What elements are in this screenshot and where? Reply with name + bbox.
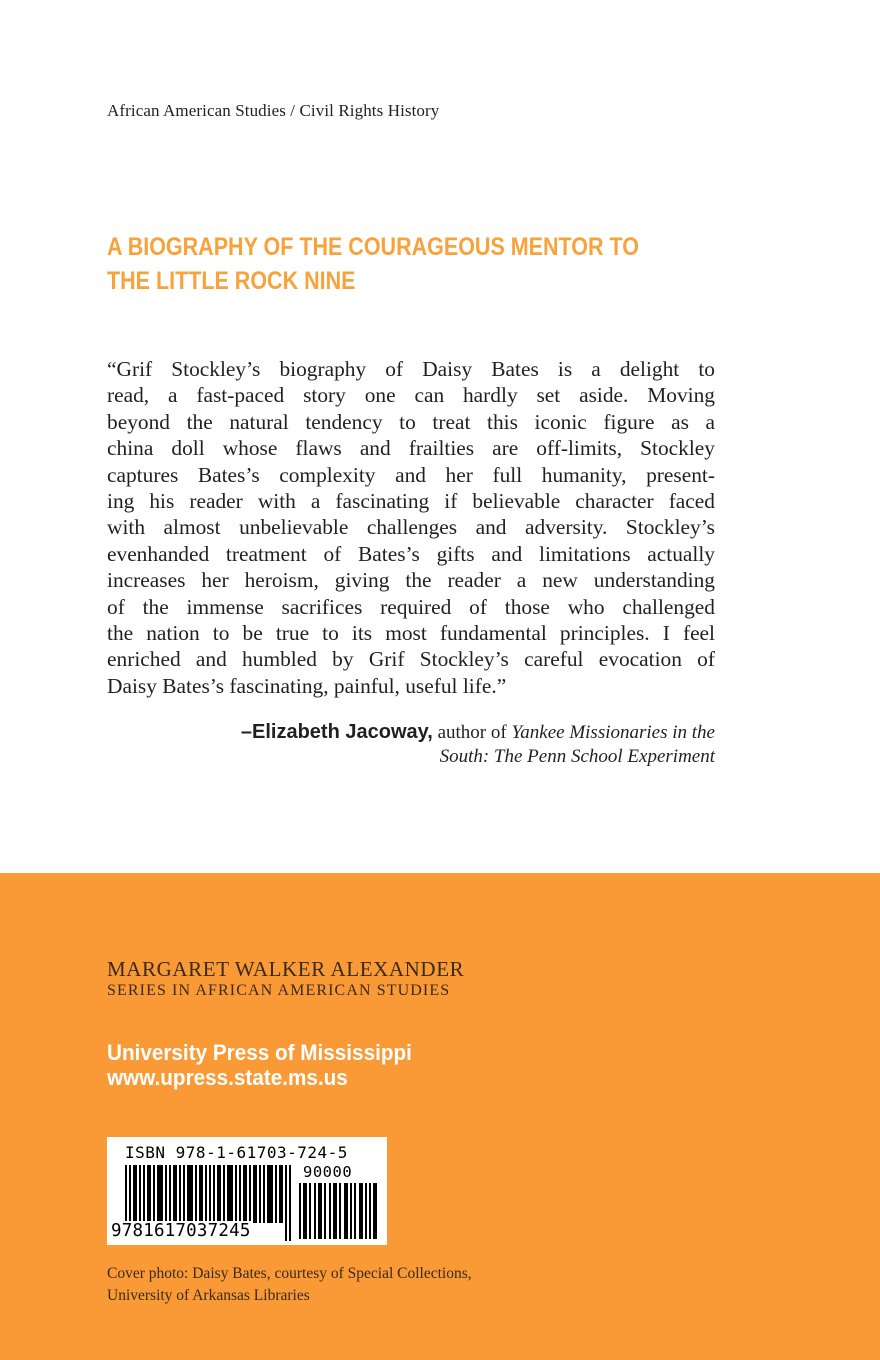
attribution-name: –Elizabeth Jacoway, [240, 721, 433, 743]
publisher-name: University Press of Mississippi [107, 1040, 412, 1065]
isbn-label: ISBN 978-1-61703-724-5 [125, 1143, 348, 1162]
price-code: 90000 [303, 1163, 353, 1181]
quote-line: beyond the natural tendency to treat this iconic figure as a [107, 409, 715, 434]
quote-line-last: Daisy Bates’s fascinating, painful, useful life.” [107, 673, 507, 698]
headline [107, 230, 657, 298]
isbn-barcode [107, 1137, 387, 1245]
photo-credit [107, 1263, 472, 1307]
quote-line: china doll whose flaws and frailties are off-limits, Stockley [107, 436, 715, 461]
quote-line: of the immense sacrifices required of those who challenged [107, 594, 715, 619]
quote-line: with almost unbelievable challenges and adversity. Stockley’s [107, 515, 715, 540]
quote-line: read, a fast-paced story one can hardly set aside. Moving [107, 383, 715, 408]
quote-line: captures Bates’s complexity and her full humanity, present- [107, 462, 715, 487]
quote-line: evenhanded treatment of Bates’s gifts and limitations actually [107, 541, 715, 566]
photo-credit-line-1: Cover photo: Daisy Bates, courtesy of Special Collections, [107, 1265, 472, 1282]
headline-line-2: THE LITTLE ROCK NINE [107, 267, 356, 295]
attribution-line-1 [115, 720, 715, 745]
series-subtitle: SERIES IN AFRICAN AMERICAN STUDIES [107, 982, 451, 999]
photo-credit-line-2: University of Arkansas Libraries [107, 1287, 310, 1304]
quote-attribution [115, 720, 715, 769]
quote-line: ing his reader with a fascinating if believable character faced [107, 489, 715, 514]
barcode-addon-icon [299, 1183, 379, 1239]
publisher-url: www.upress.state.ms.us [107, 1065, 348, 1090]
publisher-block [107, 1040, 412, 1090]
attribution-role: author of [432, 722, 512, 743]
barcode-digits: 9781617037245 [111, 1221, 251, 1241]
category-label: African American Studies / Civil Rights History [107, 101, 440, 120]
headline-line-1: A BIOGRAPHY OF THE COURAGEOUS MENTOR TO [107, 233, 639, 261]
quote-line: enriched and humbled by Grif Stockley’s careful evocation of [107, 647, 715, 672]
endorsement-quote [107, 356, 715, 699]
attribution-line-2 [115, 745, 715, 769]
series-title: MARGARET WALKER ALEXANDER [107, 957, 465, 981]
attribution-book-title-1: Yankee Missionaries in the [511, 722, 715, 743]
quote-line: increases her heroism, giving the reader a new understanding [107, 568, 715, 593]
attribution-book-title-2: South: The Penn School Experiment [439, 746, 715, 767]
quote-line: the nation to be true to its most fundamental principles. I feel [107, 621, 715, 646]
quote-line: “Grif Stockley’s biography of Daisy Bates is a delight to [107, 357, 715, 381]
